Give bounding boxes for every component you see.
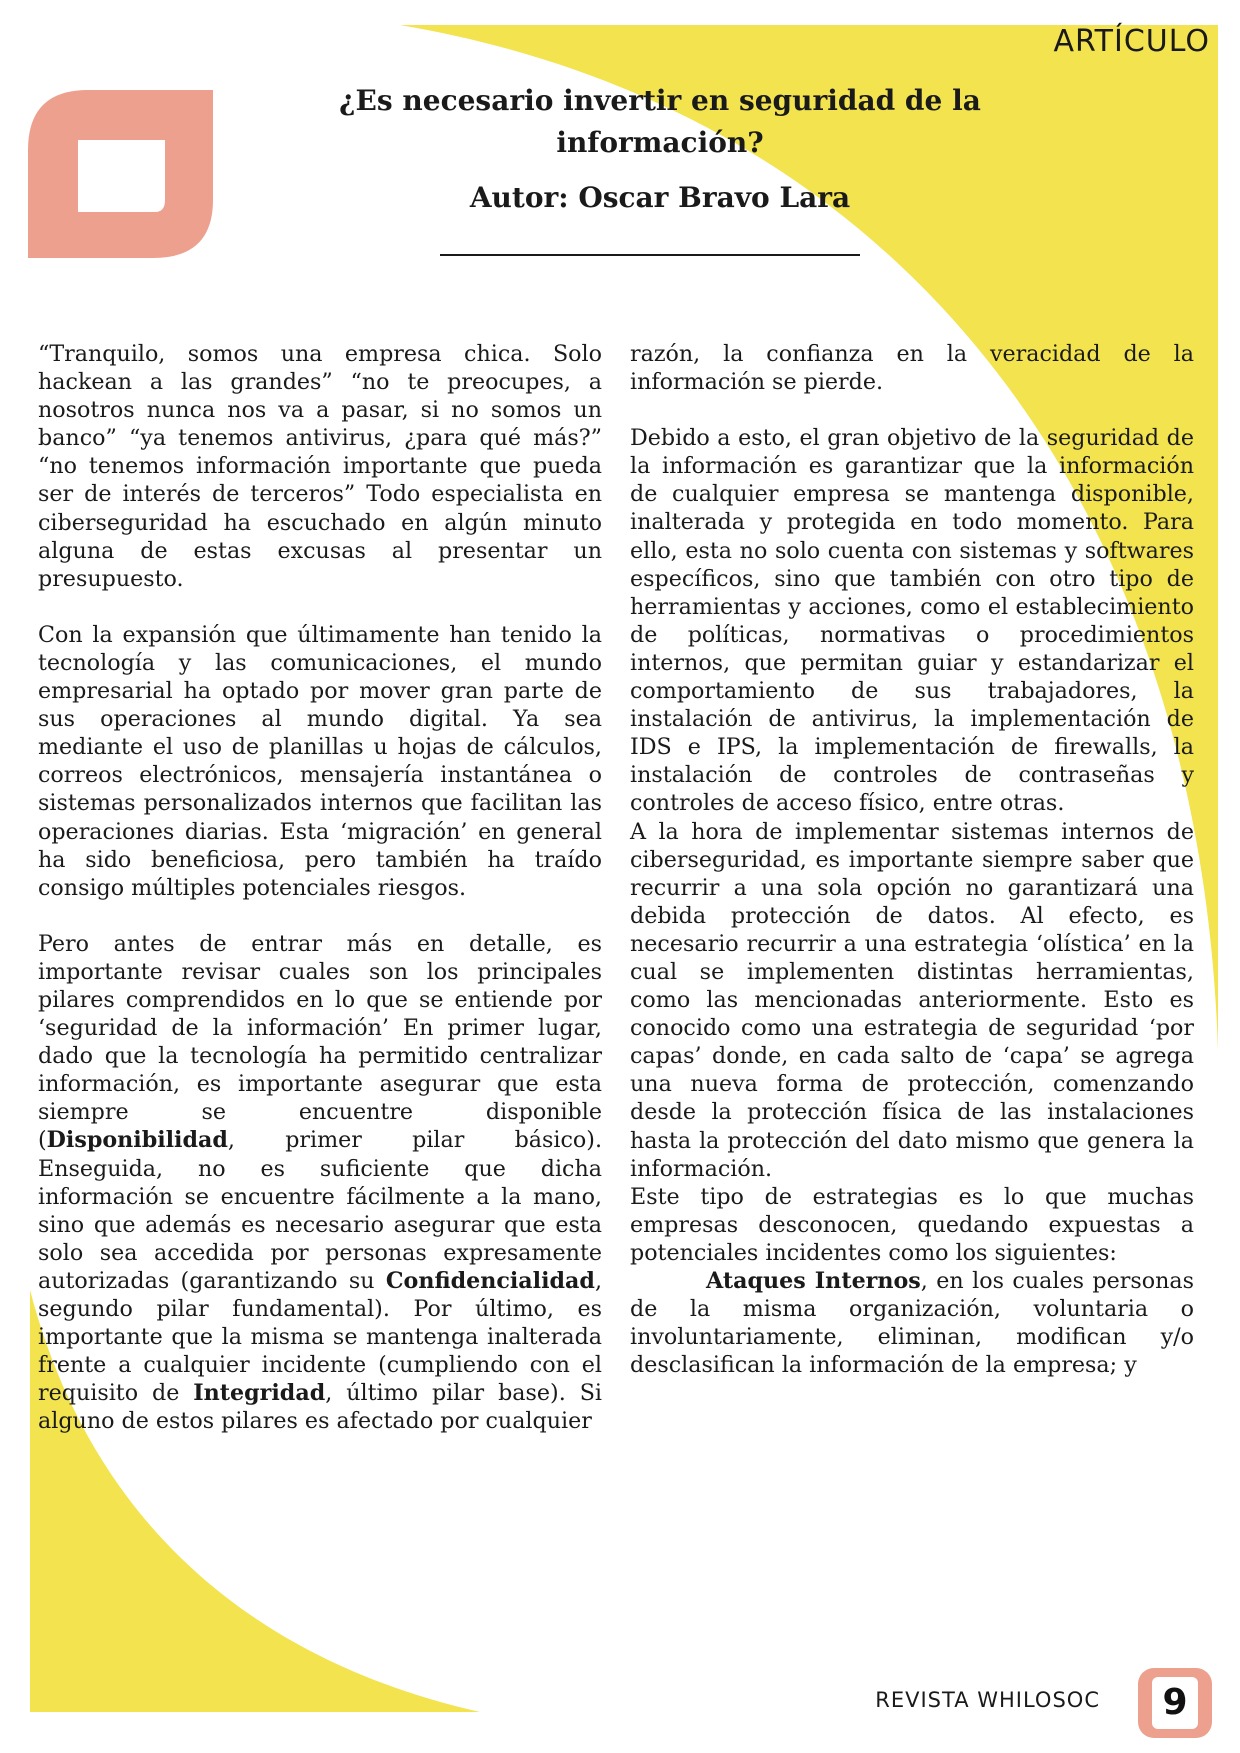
paragraph: “Tranquilo, somos una empresa chica. Solo hackean a las grandes” “no te preocupes, a nosotros nunca nos va a pasar, si no somos un banco” “ya tenemos antivirus, ¿para qué más?” “no tenemos información importante que pueda ser de interés de terceros” Todo especialista en ciberseguridad ha escuchado en algún minuto alguna de estas excusas al presentar un presupuesto. (38, 341, 602, 592)
paragraph-text: , en los cuales personas de la misma organización, voluntaria o involuntariamente, eliminan, modifican y/o desclasifican la información de la empresa; y (630, 1268, 1194, 1379)
paragraph (38, 930, 602, 1436)
paragraph: A la hora de implementar sistemas internos de ciberseguridad, es importante siempre saber que recurrir a una sola opción no garantizará una debida protección de datos. Al efecto, es necesario recurrir a una estrategia ‘olística’ en la cual se implementen distintas herramientas, como las mencionadas anteriormente. Esto es conocido como una estrategia de seguridad ‘por capas’ donde, en cada salto de ‘capa’ se agrega una nueva forma de protección, comenzando desde la protección física de las instalaciones hasta la protección del dato mismo que genera la información. (630, 818, 1194, 1182)
bold-term: Disponibilidad (46, 1127, 228, 1154)
paragraph: Debido a esto, el gran objetivo de la seguridad de la información es garantizar que la información de cualquier empresa se mantenga disponible, inalterada y protegida en todo momento. Para ello, esta no solo cuenta con sistemas y softwares específicos, sino que también con otro tipo de herramientas y acciones, como el establecimiento de políticas, normativas o procedimientos internos, que permitan guiar y estandarizar el comportamiento de sus trabajadores, la instalación de antivirus, la implementación de IDS e IPS, la implementación de firewalls, la instalación de controles de contraseñas y controles de acceso físico, entre otras. (630, 425, 1194, 817)
magazine-name: REVISTA WHILOSOC (875, 1688, 1100, 1712)
paragraph-text: , segundo pilar fundamental). Por último, es importante que la misma se mantenga inalterada frente a cualquier incidente (cumpliendo con el requisito de (38, 1267, 602, 1407)
bold-term: Integridad (193, 1380, 326, 1407)
paragraph: Este tipo de estrategias es lo que muchas empresas desconocen, quedando expuestas a potenciales incidentes como los siguientes: (630, 1183, 1194, 1266)
section-label: ARTÍCULO (1053, 24, 1210, 59)
paragraph (630, 1267, 1194, 1379)
article-title: ¿Es necesario invertir en seguridad de la información? (339, 84, 981, 159)
page-number-badge (1138, 1668, 1212, 1738)
paragraph: Con la expansión que últimamente han tenido la tecnología y las comunicaciones, el mundo empresarial ha optado por mover gran parte de sus operaciones al mundo digital. Ya sea mediante el uso de planillas u hojas de cálculos, correos electrónicos, mensajería instantánea o sistemas personalizados internos que facilitan las operaciones diarias. Esta ‘migración’ en general ha sido beneficiosa, pero también ha traído consigo múltiples potenciales riesgos. (38, 621, 602, 901)
article-author: Autor: Oscar Bravo Lara (469, 181, 851, 214)
salmon-logo-shape (28, 90, 213, 258)
paragraph: razón, la confianza en la veracidad de la información se pierde. (630, 341, 1194, 396)
page-number: 9 (1152, 1677, 1198, 1729)
article-column-right (630, 340, 1194, 1379)
paragraph-text: Pero antes de entrar más en detalle, es importante revisar cuales son los principales pilares comprendidos en lo que se entiende por ‘seguridad de la información’ En primer lugar, dado que la tecnología ha permitido centralizar información, es importante asegurar que esta siempre se encuentre disponible ( (38, 930, 602, 1154)
bold-term: Confidencialidad (385, 1267, 595, 1294)
article-column-left (38, 340, 602, 1435)
paragraph-text: , último pilar base). Si alguno de estos pilares es afectado por cualquier (38, 1380, 602, 1435)
bold-term: Ataques Internos (706, 1268, 921, 1294)
paragraph-text: , primer pilar básico). Enseguida, no es suficiente que dicha información se encuentre fácilmente a la mano, sino que además es necesario asegurar que esta solo sea accedida por personas expresamente autorizadas (garantizando su (38, 1127, 602, 1294)
title-divider (440, 254, 860, 256)
